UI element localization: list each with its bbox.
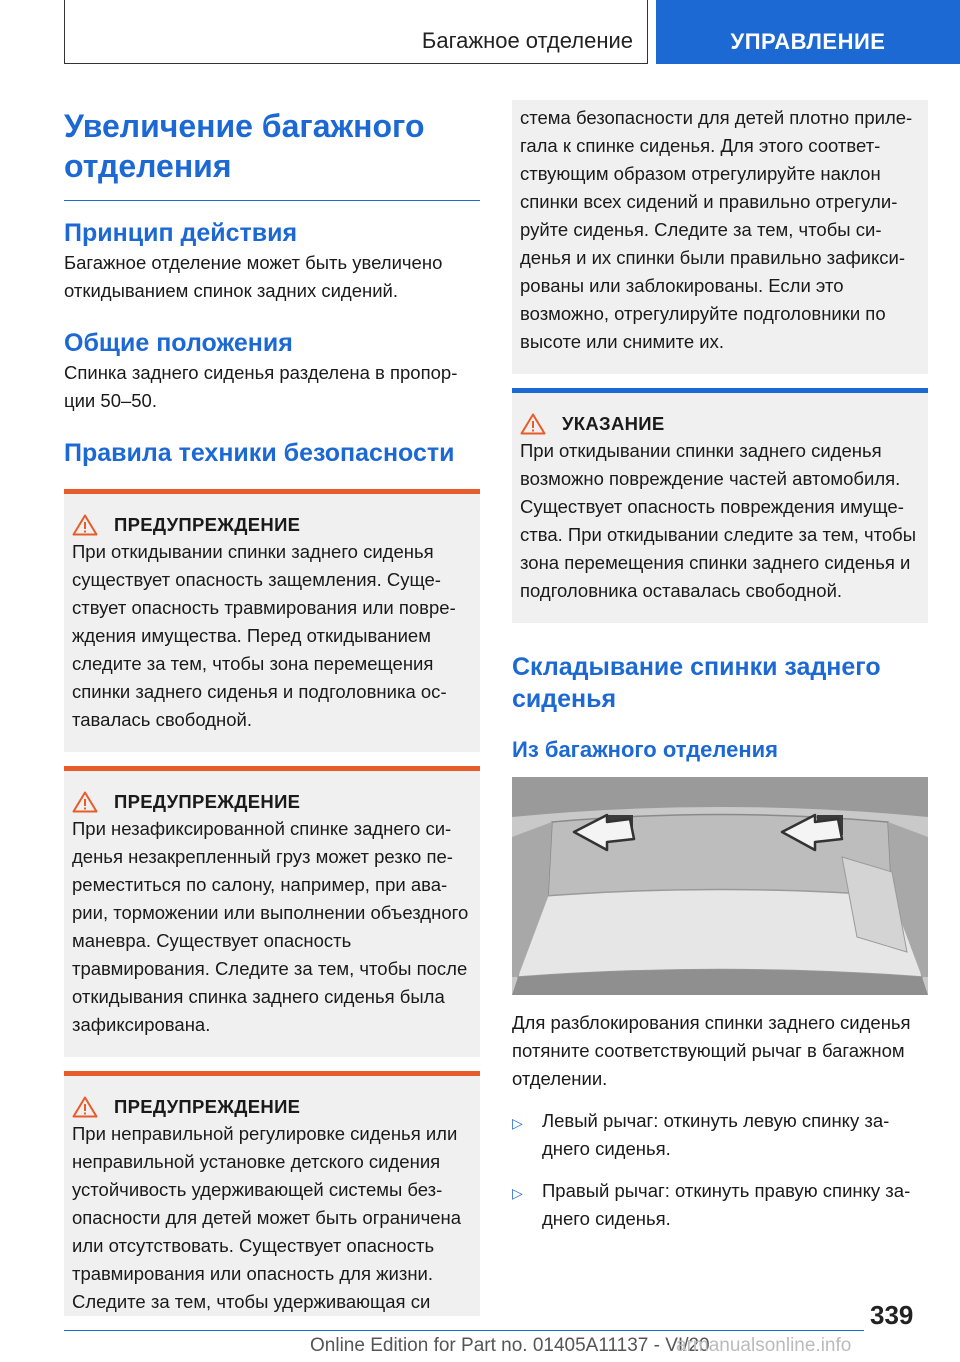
page-title: Увеличение багажного отделения [64,108,425,184]
trunk-photo [512,777,928,995]
heading-safety: Правила техники безопасности [64,439,455,467]
heading-fold: Складывание спинки заднего сиденья [512,653,881,713]
list-item [512,1177,928,1233]
footer-divider [64,1330,864,1331]
note-box [512,388,928,623]
list-item-text: Правый рычаг: откинуть правую спинку заднего сиденья. [542,1180,911,1229]
list-item [512,1107,928,1163]
left-column [64,100,480,1316]
footer-watermark: armanualsonline.info [676,1335,852,1356]
header-chapter-tab[interactable]: УПРАВЛЕНИЕ [656,0,960,64]
warning-box-3-continued [512,100,928,374]
warning-text: При неправильной регулировке сиденья или неправильной установке детского сидения устойчивость удерживающей системы безопасности для детей может быть ограничена или отсутствовать. Существует опасность травмирования или опасность для жизни. Следите за тем, чтобы удерживающая си [72,1123,461,1312]
list-item-text: Левый рычаг: откинуть левую спинку заднего сиденья. [542,1110,890,1159]
triangle-bullet-icon: ▷ [512,1115,523,1131]
title-divider [64,200,480,201]
footer-edition: Online Edition for Part no. 01405A11137 - VI/20 [310,1335,710,1356]
warning-text-continued: стема безопасности для детей плотно прилегала к спинке сиденья. Для этого соответствующим образом отрегулируйте наклон спинки всех сидений и правильно отрегулируйте сиденья. Следите за тем, чтобы сиденья и их спинки были правильно зафиксированы или заблокированы. Если это возможно, отрегулируйте подголовники по высоте или снимите их. [520,107,913,352]
right-column [512,100,928,1233]
warning-box-2 [64,766,480,1057]
heading-principle: Принцип действия [64,219,298,247]
triangle-bullet-icon: ▷ [512,1185,523,1201]
warning-title: ПРЕДУПРЕЖДЕНИЕ [114,791,301,812]
header-box [64,0,648,64]
warning-title: ПРЕДУПРЕЖДЕНИЕ [114,1096,301,1117]
paragraph-principle: Багажное отделение может быть увеличено откидыванием спинок задних сидений. [64,252,443,301]
warning-triangle-icon [520,413,546,435]
warning-triangle-icon [72,1096,98,1118]
warning-box-3 [64,1071,480,1316]
page-number: 339 [870,1300,914,1330]
note-title: УКАЗАНИЕ [562,413,665,434]
paragraph-general: Спинка заднего сиденья разделена в пропорции 50–50. [64,362,458,411]
heading-general: Общие положения [64,329,293,357]
heading-from-trunk: Из багажного отделения [512,737,778,762]
warning-triangle-icon [72,791,98,813]
warning-triangle-icon [72,514,98,536]
header-section-title: Багажное отделение [421,28,633,53]
paragraph-fold: Для разблокирования спинки заднего сиденья потяните соответствующий рычаг в багажном отделении. [512,1012,911,1089]
note-text: При откидывании спинки заднего сиденья возможно повреждение частей автомобиля. Существует опасность повреждения имущества. При откидывании следите за тем, чтобы зона перемещения спинки заднего сиденья и подголовника оставалась свободной. [520,440,917,601]
warning-text: При незафиксированной спинке заднего сиденья незакрепленный груз может резко переместиться по салону, например, при аварии, торможении или выполнении объездного маневра. Существует опасность травмирования. Следите за тем, чтобы после откидывания спинка заднего сиденья была зафиксирована. [72,818,469,1035]
warning-text: При откидывании спинки заднего сиденья существует опасность защемления. Существует опасность травмирования или повреждения имущества. Перед откидыванием следите за тем, чтобы зона перемещения спинки заднего сиденья и подголовника оставалась свободной. [72,541,456,730]
warning-title: ПРЕДУПРЕЖДЕНИЕ [114,514,301,535]
warning-box-1 [64,489,480,752]
